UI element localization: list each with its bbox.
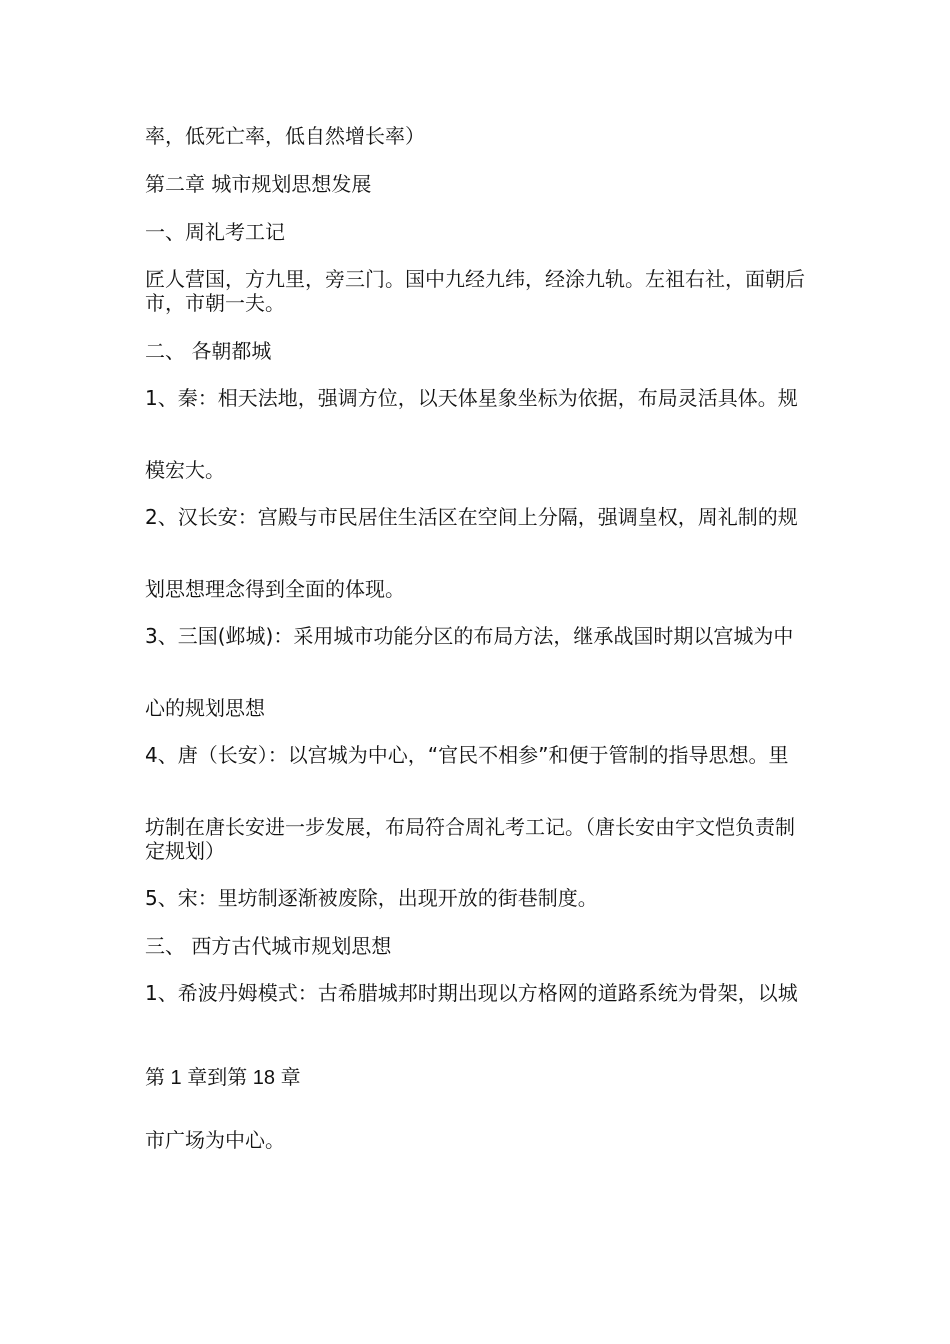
paragraph-tang: 4、唐（长安）：以宫城为中心，“官民不相参”和便于管制的指导思想。里 (145, 743, 789, 767)
section-heading-2: 二、 各朝都城 (145, 339, 272, 363)
paragraph-han: 2、汉长安：宫殿与市民居住生活区在空间上分隔，强调皇权，周礼制的规 (145, 505, 798, 529)
paragraph-sanguo: 3、三国(邺城)：采用城市功能分区的布局方法，继承战国时期以宫城为中 (145, 624, 794, 648)
paragraph-hippodamus: 1、希波丹姆模式：古希腊城邦时期出现以方格网的道路系统为骨架，以城 (145, 981, 798, 1005)
section-heading-3: 三、 西方古代城市规划思想 (145, 934, 392, 958)
paragraph-qin-cont: 模宏大。 (145, 458, 225, 482)
section-heading-1: 一、周礼考工记 (145, 220, 285, 244)
paragraph-1: 率，低死亡率，低自然增长率） (145, 124, 425, 148)
paragraph-zhouli: 匠人营国，方九里，旁三门。国中九经九纬，经涂九轨。左祖右社，面朝后市，市朝一夫。 (145, 267, 805, 315)
paragraph-last: 市广场为中心。 (145, 1128, 285, 1152)
paragraph-sanguo-cont: 心的规划思想 (145, 696, 265, 720)
paragraph-song: 5、宋：里坊制逐渐被废除，出现开放的街巷制度。 (145, 886, 598, 910)
paragraph-tang-cont: 坊制在唐长安进一步发展，布局符合周礼考工记。（唐长安由宇文恺负责制定规划） (145, 815, 795, 863)
paragraph-qin: 1、秦：相天法地，强调方位，以天体星象坐标为依据，布局灵活具体。规 (145, 386, 798, 410)
page-footer: 第 1 章到第 18 章 (145, 1067, 301, 1089)
chapter-heading: 第二章 城市规划思想发展 (145, 172, 372, 196)
paragraph-han-cont: 划思想理念得到全面的体现。 (145, 577, 405, 601)
